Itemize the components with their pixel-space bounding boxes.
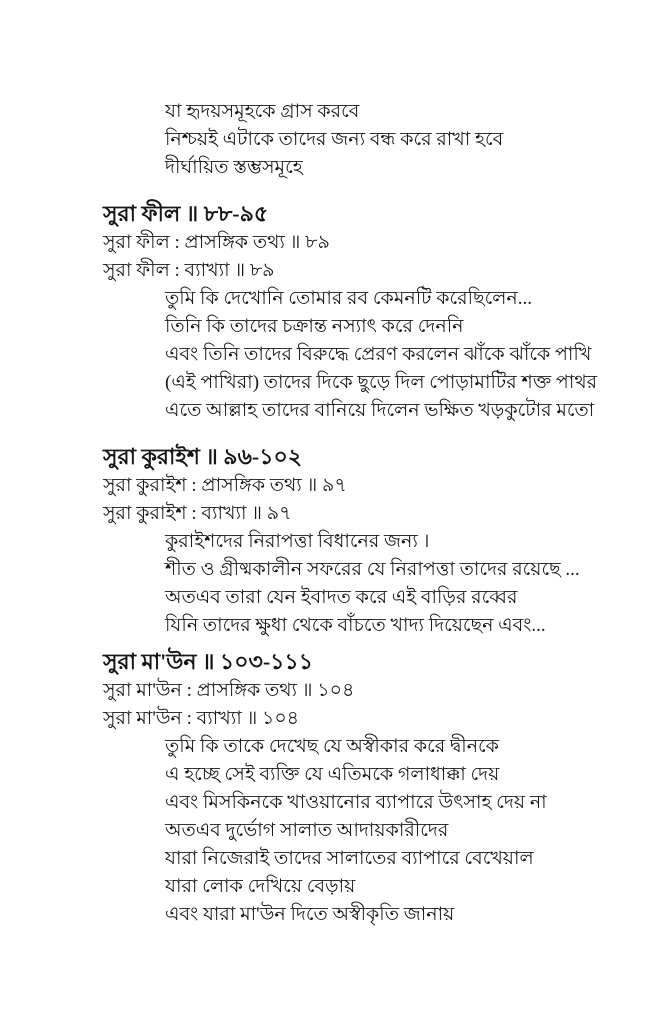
verse-line: এবং তিনি তাদের বিরুদ্ধে প্রেরণ করলেন ঝাঁকে ঝাঁকে পাখি — [165, 344, 592, 365]
section-title: সুরা কুরাইশ ॥ ৯৬-১০২ — [103, 444, 303, 469]
section-sura-maun — [103, 647, 649, 929]
verse-line: কুরাইশদের নিরাপত্তা বিধানের জন্য । — [165, 531, 430, 552]
section-title: সুরা মা'উন ॥ ১০৩-১১১ — [103, 649, 313, 674]
toc-entry: সুরা মা'উন : ব্যাখ্যা ॥ ১০৪ — [103, 708, 300, 729]
toc-entry: সুরা কুরাইশ : ব্যাখ্যা ॥ ৯৭ — [103, 503, 292, 524]
verse-line: যিনি তাদের ক্ষুধা থেকে বাঁচতে খাদ্য দিয়েছেন এবং... — [165, 615, 546, 636]
verse-line: যা হৃদয়সমূহকে গ্রাস করবে — [165, 101, 360, 122]
verse-line: তুমি কি দেখোনি তোমার রব কেমনটি করেছিলেন... — [165, 288, 532, 309]
verse-line: দীর্ঘায়িত স্তম্ভসমূহে — [165, 157, 303, 178]
toc-entry: সুরা মা'উন : প্রাসঙ্গিক তথ্য ॥ ১০৪ — [103, 680, 355, 701]
section-title: সুরা ফীল ॥ ৮৮-৯৫ — [103, 201, 269, 226]
verse-line: তিনি কি তাদের চক্রান্ত নস্যাৎ করে দেননি — [165, 316, 464, 337]
verse-line: তুমি কি তাকে দেখেছ যে অস্বীকার করে দ্বীনকে — [165, 736, 499, 757]
verse-line: এতে আল্লাহ তাদের বানিয়ে দিলেন ভক্ষিত খড়কুটোর মতো — [165, 400, 595, 421]
verse-line: এবং যারা মা'উন দিতে অস্বীকৃতি জানায় — [165, 904, 455, 925]
intro-verse-block — [103, 98, 649, 182]
verse-line: যারা লোক দেখিয়ে বেড়ায় — [165, 876, 356, 897]
section-sura-fil — [103, 199, 649, 425]
verse-line: অতএব দুর্ভোগ সালাত আদায়কারীদের — [165, 820, 449, 841]
verse-line: এবং মিসকিনকে খাওয়ানোর ব্যাপারে উৎসাহ দেয় না — [165, 792, 547, 813]
verse-line: যারা নিজেরাই তাদের সালাতের ব্যাপারে বেখেয়াল — [165, 848, 534, 869]
section-sura-quraish — [103, 442, 649, 640]
verse-line: অতএব তারা যেন ইবাদত করে এই বাড়ির রব্বের — [165, 587, 518, 608]
toc-entry: সুরা ফীল : প্রাসঙ্গিক তথ্য ॥ ৮৯ — [103, 232, 330, 253]
verse-line: শীত ও গ্রীষ্মকালীন সফরের যে নিরাপত্তা তাদের রয়েছে ... — [165, 559, 580, 580]
verse-line: (এই পাখিরা) তাদের দিকে ছুড়ে দিল পোড়ামাটির শক্ত পাথর — [165, 372, 598, 393]
page-content — [103, 98, 649, 929]
verse-line: নিশ্চয়ই এটাকে তাদের জন্য বন্ধ করে রাখা হবে — [165, 129, 504, 150]
toc-entry: সুরা ফীল : ব্যাখ্যা ॥ ৮৯ — [103, 260, 275, 281]
verse-line: এ হচ্ছে সেই ব্যক্তি যে এতিমকে গলাধাক্কা দেয় — [165, 764, 500, 785]
toc-entry: সুরা কুরাইশ : প্রাসঙ্গিক তথ্য ॥ ৯৭ — [103, 475, 347, 496]
